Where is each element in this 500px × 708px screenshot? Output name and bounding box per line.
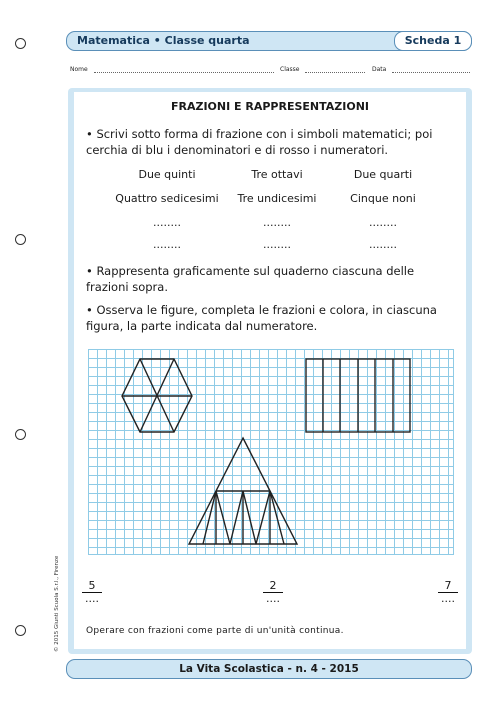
fraction-numerator: 2: [263, 580, 283, 593]
classe-label: Classe: [280, 66, 300, 73]
data-field[interactable]: [392, 72, 470, 73]
worksheet-title: FRAZIONI E RAPPRESENTAZIONI: [170, 100, 369, 113]
answer-blank[interactable]: ........: [369, 238, 397, 251]
word-item: Cinque noni: [350, 192, 416, 205]
answer-blank[interactable]: ........: [153, 238, 181, 251]
answer-blank[interactable]: ........: [369, 216, 397, 229]
triangle-figure[interactable]: [189, 438, 297, 544]
answer-blank[interactable]: ........: [153, 216, 181, 229]
rectangle-figure[interactable]: [306, 359, 410, 432]
binder-hole: [15, 625, 26, 636]
binder-hole: [15, 429, 26, 440]
answer-blank[interactable]: ........: [263, 216, 291, 229]
header-title: Matematica • Classe quarta: [77, 34, 250, 47]
instruction-two: • Rappresenta graficamente sul quaderno ciascuna delle frazioni sopra.: [86, 264, 415, 294]
word-item: Tre ottavi: [251, 168, 303, 181]
instruction-three: • Osserva le figure, completa le frazioni e colora, in ciascuna figura, la parte indicata dal numeratore.: [86, 303, 437, 333]
hexagon-figure[interactable]: [122, 359, 192, 432]
copyright-credit: © 2015 Giunti Scuola S.r.l., Firenze: [54, 555, 60, 652]
instruction-one: • Scrivi sotto forma di frazione con i simboli matematici; poi cerchia di blu i denominatori e di rosso i numeratori.: [86, 127, 433, 157]
squared-grid: [88, 349, 454, 555]
fraction-denominator-blank[interactable]: ....: [85, 592, 99, 605]
learning-objective: Operare con frazioni come parte di un'unità continua.: [86, 626, 344, 636]
fraction-numerator: 7: [438, 580, 458, 593]
figures: [88, 349, 454, 555]
fraction-denominator-blank[interactable]: ....: [441, 592, 455, 605]
classe-field[interactable]: [305, 72, 365, 73]
fraction-denominator-blank[interactable]: ....: [266, 592, 280, 605]
binder-hole: [15, 38, 26, 49]
word-item: Tre undicesimi: [237, 192, 317, 205]
fraction-numerator: 5: [82, 580, 102, 593]
word-item: Due quarti: [353, 168, 413, 181]
data-label: Data: [372, 66, 387, 73]
fraction-rectangle[interactable]: [438, 580, 458, 605]
word-item: Due quinti: [138, 168, 196, 181]
footer-bar: La Vita Scolastica - n. 4 - 2015: [66, 659, 472, 679]
header-bar: [66, 31, 472, 51]
nome-field[interactable]: [94, 72, 274, 73]
word-item: Quattro sedicesimi: [115, 192, 219, 205]
answer-blank[interactable]: ........: [263, 238, 291, 251]
fraction-hexagon[interactable]: [82, 580, 102, 605]
nome-label: Nome: [70, 66, 88, 73]
binder-hole: [15, 234, 26, 245]
fraction-triangle[interactable]: [263, 580, 283, 605]
scheda-label: Scheda 1: [394, 31, 472, 51]
